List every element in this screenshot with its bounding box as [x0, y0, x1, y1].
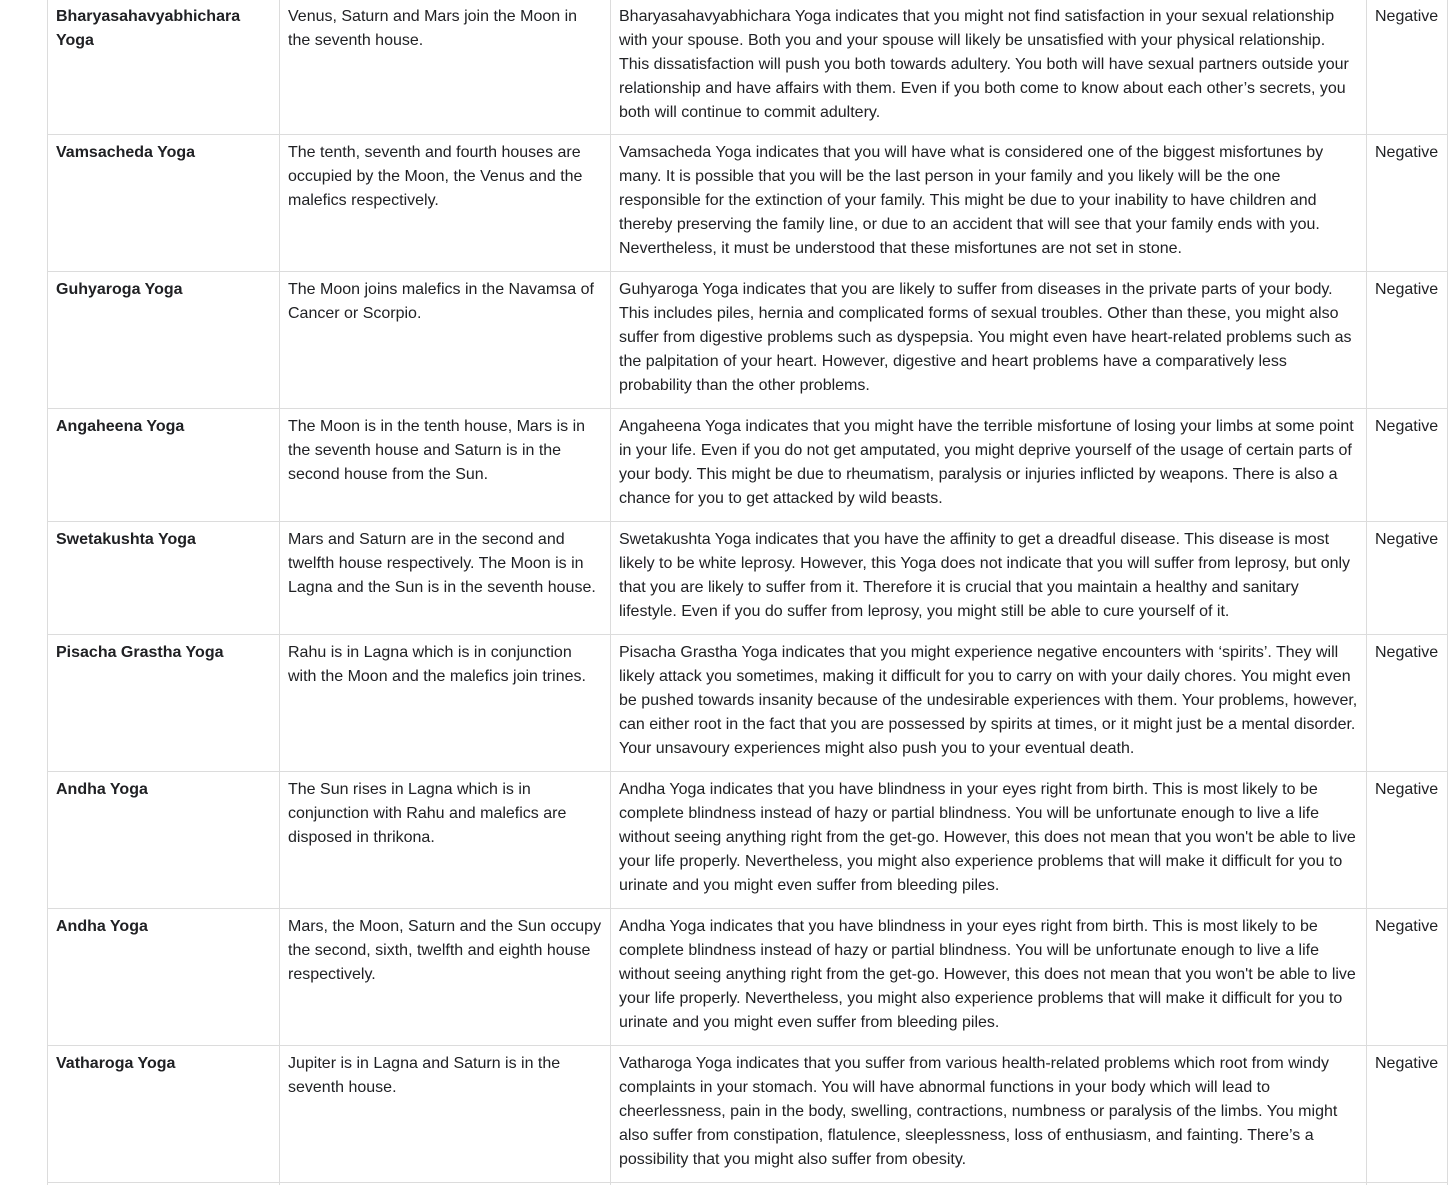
yoga-effect: Bharyasahavyabhichara Yoga indicates that you might not find satisfaction in your sexual relationship with your spouse. Both you and your spouse will likely be unsatisfied with your physical relationship. This dissatisfaction will push you both towards adultery. You both will have sexual partners outside your relationship and have affairs with them. Even if you both come to know about each other’s secrets, you both will continue to commit adultery.: [619, 8, 1349, 121]
effect-cell: [611, 522, 1367, 635]
yoga-nature: Negative: [1375, 8, 1439, 25]
condition-cell: [280, 522, 611, 635]
nature-cell: [1367, 635, 1448, 772]
yoga-condition: The Moon joins malefics in the Navamsa of Cancer or Scorpio.: [288, 281, 594, 322]
table-row: [48, 409, 1448, 522]
yoga-name-cell: [48, 772, 280, 909]
yoga-nature: Negative: [1375, 418, 1439, 435]
table-row: [48, 135, 1448, 272]
yoga-nature: Negative: [1375, 644, 1439, 661]
yoga-nature: Negative: [1375, 144, 1439, 161]
yoga-name: Vatharoga Yoga: [56, 1055, 176, 1072]
yoga-name: Andha Yoga: [56, 918, 148, 935]
table-row: [48, 635, 1448, 772]
yoga-name: Guhyaroga Yoga: [56, 281, 183, 298]
yoga-name: Vamsacheda Yoga: [56, 144, 196, 161]
nature-cell: [1367, 409, 1448, 522]
effect-cell: [611, 909, 1367, 1046]
yoga-condition: The tenth, seventh and fourth houses are occupied by the Moon, the Venus and the malefics respectively.: [288, 144, 583, 209]
nature-cell: [1367, 272, 1448, 409]
condition-cell: [280, 409, 611, 522]
nature-cell: [1367, 0, 1448, 135]
yoga-name-cell: [48, 522, 280, 635]
yoga-table-body: [48, 0, 1448, 1185]
condition-cell: [280, 0, 611, 135]
nature-cell: [1367, 909, 1448, 1046]
yoga-table: [47, 0, 1448, 1185]
yoga-effect: Angaheena Yoga indicates that you might have the terrible misfortune of losing your limbs at some point in your life. Even if you do not get amputated, you might deprive yourself of the usage of certain parts of your body. This might be due to rheumatism, paralysis or injuries inflicted by weapons. There is also a chance for you to get attacked by wild beasts.: [619, 418, 1354, 507]
yoga-name-cell: [48, 409, 280, 522]
yoga-condition: Jupiter is in Lagna and Saturn is in the seventh house.: [288, 1055, 561, 1096]
yoga-name-cell: [48, 1046, 280, 1183]
yoga-name-cell: [48, 909, 280, 1046]
condition-cell: [280, 1046, 611, 1183]
nature-cell: [1367, 772, 1448, 909]
yoga-nature: Negative: [1375, 1055, 1439, 1072]
yoga-effect: Guhyaroga Yoga indicates that you are likely to suffer from diseases in the private parts of your body. This includes piles, hernia and complicated forms of sexual troubles. Other than these, you might also suffer from digestive problems such as dyspepsia. You might even have heart-related problems such as the palpitation of your heart. However, digestive and heart problems have a comparatively less probability than the other problems.: [619, 281, 1352, 394]
yoga-effect: Vatharoga Yoga indicates that you suffer from various health-related problems which root from windy complaints in your stomach. You will have abnormal functions in your body which will lead to cheerlessness, pain in the body, swelling, contractions, numbness or paralysis of the limbs. You might also suffer from constipation, flatulence, sleeplessness, loss of enthusiasm, and fainting. There’s a possibility that you might also suffer from obesity.: [619, 1055, 1338, 1168]
yoga-effect: Vamsacheda Yoga indicates that you will have what is considered one of the biggest misfortunes by many. It is possible that you will be the last person in your family and you likely will be the one responsible for the extinction of your family. This might be due to your inability to have children and thereby preserving the family line, or due to an accident that will see that your family ends with you. Nevertheless, it must be understood that these misfortunes are not set in stone.: [619, 144, 1324, 257]
yoga-condition: Rahu is in Lagna which is in conjunction with the Moon and the malefics join trines.: [288, 644, 586, 685]
yoga-effect: Andha Yoga indicates that you have blindness in your eyes right from birth. This is most likely to be complete blindness instead of hazy or partial blindness. You will be unfortunate enough to live a life without seeing anything right from the get-go. However, this does not mean that you won't be able to live your life properly. Nevertheless, you might also experience problems that will make it difficult for you to urinate and you might even suffer from bleeding piles.: [619, 918, 1356, 1031]
condition-cell: [280, 772, 611, 909]
yoga-name: Swetakushta Yoga: [56, 531, 196, 548]
yoga-condition: Venus, Saturn and Mars join the Moon in the seventh house.: [288, 8, 578, 49]
table-row: [48, 272, 1448, 409]
yoga-name-cell: [48, 635, 280, 772]
yoga-effect: Swetakushta Yoga indicates that you have the affinity to get a dreadful disease. This disease is most likely to be white leprosy. However, this Yoga does not indicate that you will suffer from leprosy, but only that you are likely to suffer from it. Therefore it is crucial that you maintain a healthy and sanitary lifestyle. Even if you do suffer from leprosy, you might still be able to cure yourself of it.: [619, 531, 1351, 620]
yoga-nature: Negative: [1375, 918, 1439, 935]
table-row: [48, 522, 1448, 635]
yoga-nature: Negative: [1375, 281, 1439, 298]
condition-cell: [280, 272, 611, 409]
condition-cell: [280, 909, 611, 1046]
yoga-condition: Mars and Saturn are in the second and twelfth house respectively. The Moon is in Lagna and the Sun is in the seventh house.: [288, 531, 596, 596]
nature-cell: [1367, 135, 1448, 272]
effect-cell: [611, 135, 1367, 272]
yoga-name-cell: [48, 0, 280, 135]
table-row: [48, 772, 1448, 909]
yoga-name-cell: [48, 272, 280, 409]
effect-cell: [611, 635, 1367, 772]
nature-cell: [1367, 522, 1448, 635]
table-row: [48, 909, 1448, 1046]
yoga-condition: The Moon is in the tenth house, Mars is in the seventh house and Saturn is in the second house from the Sun.: [288, 418, 586, 483]
yoga-effect: Andha Yoga indicates that you have blindness in your eyes right from birth. This is most likely to be complete blindness instead of hazy or partial blindness. You will be unfortunate enough to live a life without seeing anything right from the get-go. However, this does not mean that you won't be able to live your life properly. Nevertheless, you might also experience problems that will make it difficult for you to urinate and you might even suffer from bleeding piles.: [619, 781, 1356, 894]
effect-cell: [611, 772, 1367, 909]
condition-cell: [280, 635, 611, 772]
yoga-condition: The Sun rises in Lagna which is in conjunction with Rahu and malefics are disposed in thrikona.: [288, 781, 567, 846]
nature-cell: [1367, 1046, 1448, 1183]
table-row: [48, 0, 1448, 135]
effect-cell: [611, 409, 1367, 522]
yoga-effect: Pisacha Grastha Yoga indicates that you might experience negative encounters with ‘spirits’. They will likely attack you sometimes, making it difficult for you to carry on with your daily chores. You might even be pushed towards insanity because of the undesirable experiences with them. Your problems, however, can either root in the fact that you are possessed by spirits at times, or it might just be a mental disorder. Your unsavoury experiences might also push you to your eventual death.: [619, 644, 1358, 757]
yoga-name-cell: [48, 135, 280, 272]
effect-cell: [611, 272, 1367, 409]
effect-cell: [611, 0, 1367, 135]
table-row: [48, 1046, 1448, 1183]
yoga-condition: Mars, the Moon, Saturn and the Sun occupy the second, sixth, twelfth and eighth house respectively.: [288, 918, 602, 983]
yoga-name: Angaheena Yoga: [56, 418, 185, 435]
condition-cell: [280, 135, 611, 272]
yoga-name: Andha Yoga: [56, 781, 148, 798]
yoga-nature: Negative: [1375, 531, 1439, 548]
yoga-name: Bharyasahavyabhichara Yoga: [56, 8, 241, 49]
yoga-nature: Negative: [1375, 781, 1439, 798]
yoga-name: Pisacha Grastha Yoga: [56, 644, 224, 661]
effect-cell: [611, 1046, 1367, 1183]
